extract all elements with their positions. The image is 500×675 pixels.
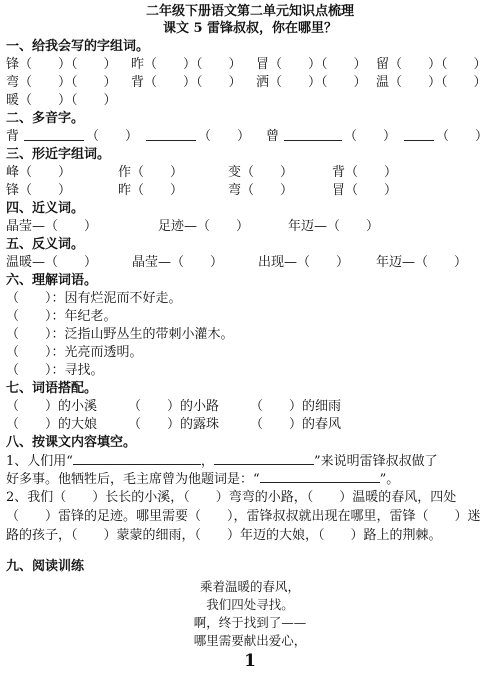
- blank-paren: （ ）: [344, 129, 397, 144]
- answer-line: [24, 128, 84, 147]
- blank-paren: （ ）: [436, 129, 489, 144]
- synonym-cell: 晶莹—（ ）: [6, 219, 98, 234]
- antonym-cell: 晶莹—（ ）: [132, 255, 224, 270]
- collocation-cell: （ ）的露珠: [128, 417, 220, 432]
- collocation-cell: （ ）的小路: [128, 399, 220, 414]
- poem-line: 乘着温暖的春风，: [199, 579, 300, 594]
- word-cell: 洒（ ）（ ）: [256, 75, 367, 90]
- section-8-heading: 八、按课文内容填空。: [6, 435, 137, 450]
- word-cell: 锋（ ）: [6, 183, 72, 198]
- fill-text: 好多事。他牺牲后，毛主席曾为他题词是：“: [6, 472, 260, 487]
- word-cell: 弯（ ）: [228, 183, 294, 198]
- section-2-heading: 二、多音字。: [6, 111, 85, 126]
- answer-line: [284, 128, 342, 147]
- collocation-cell: （ ）的春风: [250, 417, 342, 432]
- poem-line: 啊，终于找到了——: [193, 615, 307, 630]
- antonym-cell: 出现—（ ）: [258, 255, 350, 270]
- fill-paragraph-2: 2、我们（ ）长长的小溪，（ ）弯弯的小路，（ ）温暖的春风，四处（ ）雷锋的足迹。哪里需要（ ），雷锋叔叔就出现在哪里，雷锋（ ）迷路的孩子，（ ）蒙蒙的细雨，（ ）年迈的大娘，（ ）路上的荆棘。: [6, 490, 481, 543]
- section-6-heading: 六、理解词语。: [6, 273, 98, 288]
- section-3-heading: 三、形近字组词。: [6, 147, 111, 162]
- fill-line-2: [6, 470, 500, 489]
- word-cell: 昨（ ）（ ）: [131, 57, 242, 72]
- word-cell: 变（ ）: [228, 165, 294, 180]
- definition-item: （ ）：年纪老。: [6, 309, 117, 324]
- poem-line: 我们四处寻找。: [206, 597, 294, 612]
- definition-item: （ ）：寻找。: [6, 363, 104, 378]
- answer-line: [73, 452, 201, 465]
- word-cell: 弯（ ）（ ）: [6, 75, 117, 90]
- word-cell: 冒（ ）（ ）: [256, 57, 367, 72]
- word-cell: 温（ ）（ ）: [376, 75, 487, 90]
- word-cell: 峰（ ）: [6, 165, 72, 180]
- section-5-heading: 五、反义词。: [6, 237, 85, 252]
- section-4-heading: 四、近义词。: [6, 201, 85, 216]
- answer-line: [404, 128, 434, 147]
- word-cell: 昨（ ）: [118, 183, 184, 198]
- definition-item: （ ）：光亮而透明。: [6, 345, 143, 360]
- synonym-cell: 年迈—（ ）: [288, 219, 380, 234]
- word-cell: 暖（ ）（ ）: [6, 93, 117, 108]
- fill-text: ，: [200, 454, 214, 469]
- polyphone-char: 曾: [266, 129, 280, 144]
- page-title: 二年级下册语文第二单元知识点梳理: [145, 4, 354, 19]
- fill-text: ”。: [379, 472, 400, 487]
- blank-paren: （ ）: [198, 129, 251, 144]
- collocation-cell: （ ）的细雨: [250, 399, 342, 414]
- word-cell: 留（ ）（ ）: [376, 57, 487, 72]
- answer-line: [146, 128, 196, 147]
- collocation-cell: （ ）的小溪: [6, 399, 98, 414]
- fill-line-1: [6, 452, 500, 471]
- word-cell: 冒（ ）: [332, 183, 398, 198]
- poem-line: 哪里需要献出爱心，: [193, 633, 307, 648]
- collocation-cell: （ ）的大娘: [6, 417, 98, 432]
- synonym-cell: 足迹—（ ）: [158, 219, 250, 234]
- section-7-heading: 七、词语搭配。: [6, 381, 98, 396]
- lesson-subtitle: 课文 5 雷锋叔叔，你在哪里？: [162, 21, 338, 36]
- polyphone-char: 背: [6, 129, 20, 144]
- word-cell: 背（ ）（ ）: [131, 75, 242, 90]
- blank-paren: （ ）: [86, 129, 139, 144]
- answer-line: [260, 470, 380, 483]
- answer-line: [214, 452, 314, 465]
- word-cell: 锋（ ）（ ）: [6, 57, 117, 72]
- antonym-cell: 年迈—（ ）: [376, 255, 468, 270]
- fill-text: ”来说明雷锋叔叔做了: [313, 454, 438, 469]
- section-9-heading: 九、阅读训练: [6, 559, 85, 574]
- antonym-cell: 温暖—（ ）: [6, 255, 98, 270]
- word-cell: 背（ ）: [332, 165, 398, 180]
- definition-item: （ ）：因有烂泥而不好走。: [6, 291, 182, 306]
- fill-text: 1、人们用“: [6, 454, 73, 469]
- page-number: 1: [244, 651, 256, 671]
- word-cell: 作（ ）: [118, 165, 184, 180]
- section-1-heading: 一、给我会写的字组词。: [6, 39, 150, 54]
- definition-item: （ ）：泛指山野丛生的带刺小灌木。: [6, 327, 234, 342]
